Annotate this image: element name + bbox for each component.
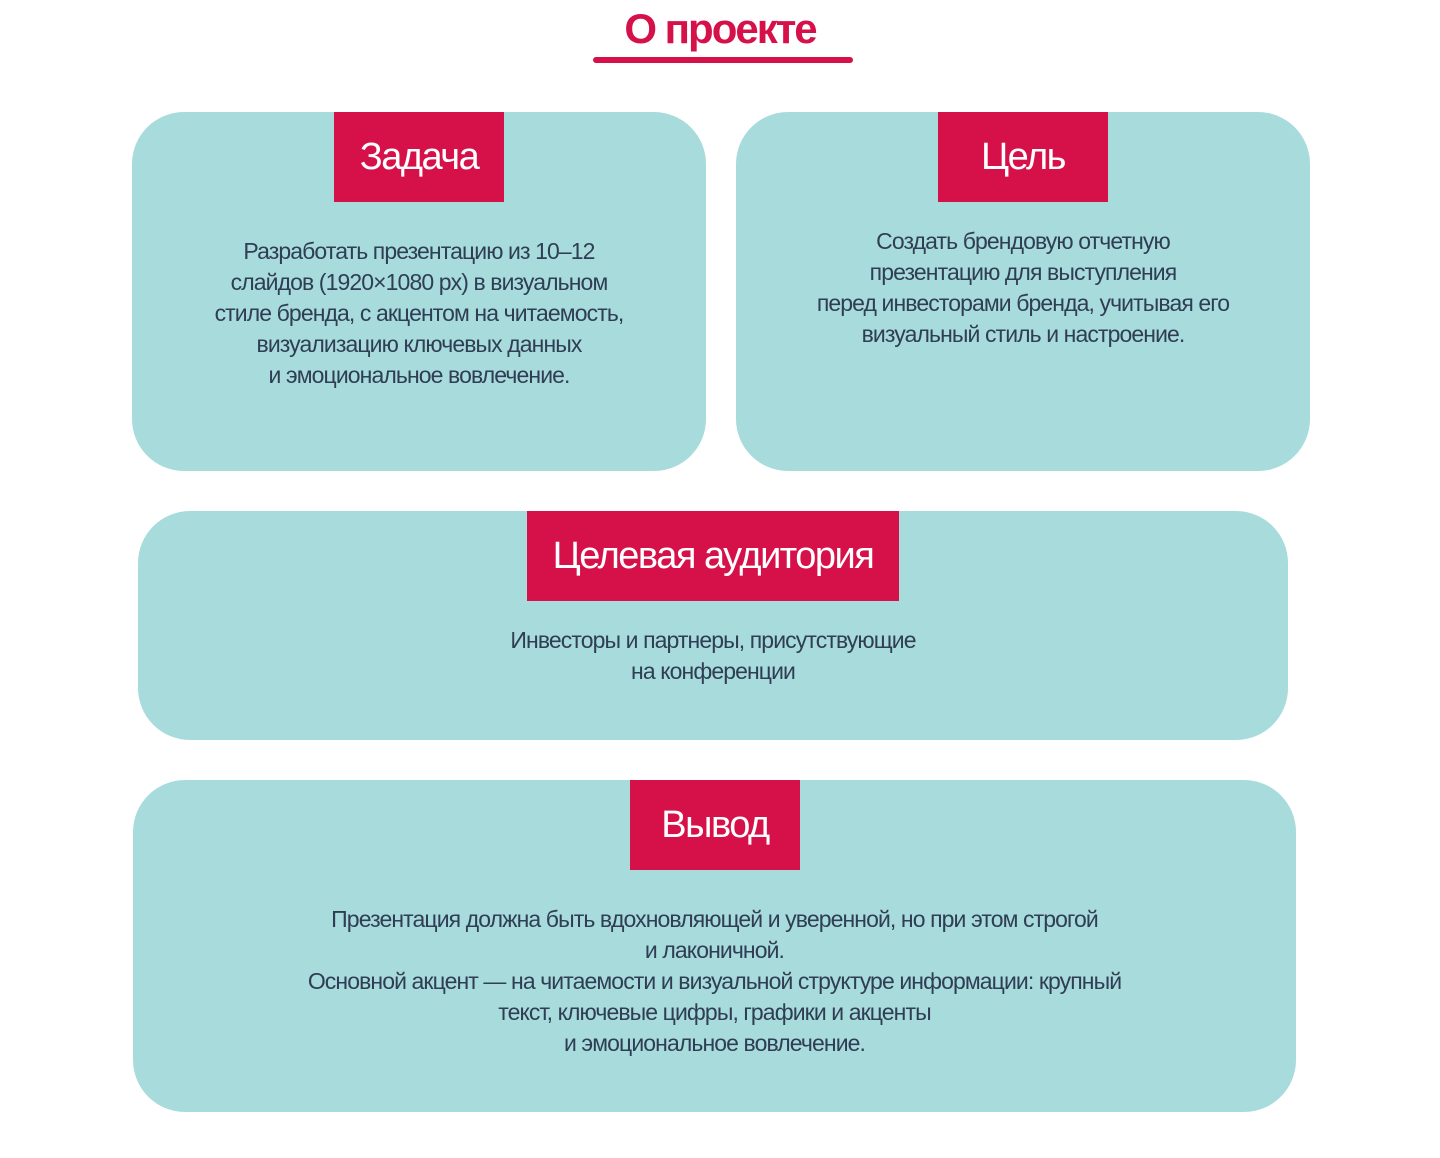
conclusion-text: Презентация должна быть вдохновляющей и уверенной, но при этом строгой и лаконичной. Основной акцент — на читаемости и визуальной структуре информации: крупный текст, ключевые цифры, графики и акценты и эмоциональное вовлечение. bbox=[307, 906, 1122, 1056]
page-title: О проекте bbox=[624, 5, 816, 52]
task-text: Разработать презентацию из 10–12 слайдов (1920×1080 px) в визуальном стиле бренда, с акцентом на читаемость, визуализацию ключевых данных и эмоциональное вовлечение. bbox=[214, 238, 624, 388]
goal-card bbox=[736, 112, 1310, 471]
conclusion-card bbox=[133, 780, 1296, 1112]
goal-text: Создать брендовую отчетную презентацию для выступления перед инвесторами бренда, учитывая его визуальный стиль и настроение. bbox=[816, 228, 1230, 347]
conclusion-heading: Вывод bbox=[630, 780, 800, 870]
audience-text: Инвесторы и партнеры, присутствующие на конференции bbox=[510, 627, 916, 684]
task-heading: Задача bbox=[334, 112, 504, 202]
audience-heading: Целевая аудитория bbox=[527, 511, 899, 601]
title-underline bbox=[593, 57, 853, 63]
goal-heading: Цель bbox=[938, 112, 1108, 202]
audience-card bbox=[138, 511, 1288, 740]
task-card bbox=[132, 112, 706, 471]
